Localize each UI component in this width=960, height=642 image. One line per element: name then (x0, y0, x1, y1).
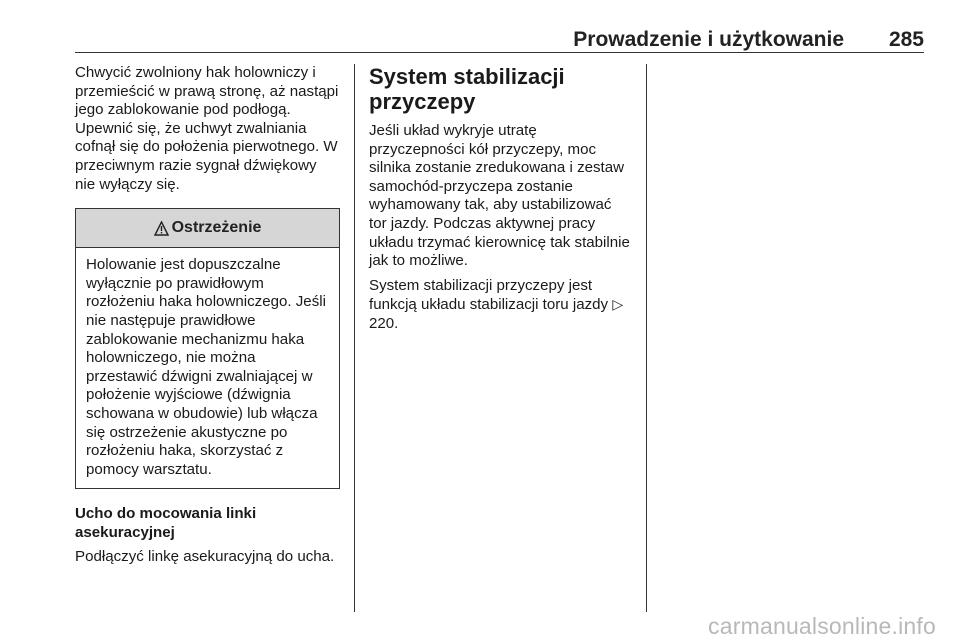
subsection-body: Podłączyć linkę asekuracyjną do ucha. (75, 548, 335, 566)
intro-paragraph: Chwycić zwolniony hak holowniczy i przemieścić w prawą stronę, aż nastąpi jego zablokowanie pod podłogą. Upewnić się, że uchwyt zwalniania cofnął się do położenia pierwotnego. W przeciwnym razie sygnał dźwiękowy nie wyłączy się. (75, 64, 339, 193)
page-header (75, 26, 924, 53)
warning-box (75, 208, 340, 489)
warning-header (76, 209, 339, 248)
warning-body (76, 248, 339, 488)
watermark: carmanualsonline.info (708, 613, 936, 639)
section-paragraph-2-text: System stabilizacji przyczepy jest funkcją układu stabilizacji toru jazdy (369, 276, 609, 314)
column-divider-right (646, 64, 647, 612)
page-number: 285 (888, 28, 924, 51)
column-divider-left (354, 64, 355, 612)
left-column (75, 64, 340, 567)
section-paragraph-1: Jeśli układ wykryje utratę przyczepności kół przyczepy, moc silnika zostanie zredukowana i zestaw samochód-przyczepa zostanie wyhamowany tak, aby ustabilizować tor jazdy. Podczas aktywnej pracy układu trzymać kierownicę tak stabilnie jak to możliwe. (369, 122, 630, 270)
middle-column (369, 64, 631, 334)
warning-title: Ostrzeżenie (171, 219, 262, 237)
section-paragraph-2 (369, 277, 631, 334)
page-reference-link[interactable]: 220. (369, 314, 399, 332)
section-title: System stabilizacji przyczepy (369, 64, 565, 114)
warning-triangle-icon (154, 221, 169, 236)
header-title: Prowadzenie i użytkowanie (573, 28, 844, 51)
warning-text: Holowanie jest dopuszczalne wyłącznie po prawidłowym rozłożeniu haka holowniczego. Jeśli nie następuje prawidłowe zablokowanie mechanizmu haka holowniczego, nie można przestawić dźwigni zwalniającej w położenie wyjściowe (dźwignia schowana w obudowie) lub włącza się ostrzeżenie akustyczne po rozłożeniu haka, skorzystać z pomocy warsztatu. (86, 256, 326, 478)
subsection-title: Ucho do mocowania linki asekuracyjnej (75, 505, 257, 541)
page-reference-icon: ▷ (612, 296, 624, 313)
